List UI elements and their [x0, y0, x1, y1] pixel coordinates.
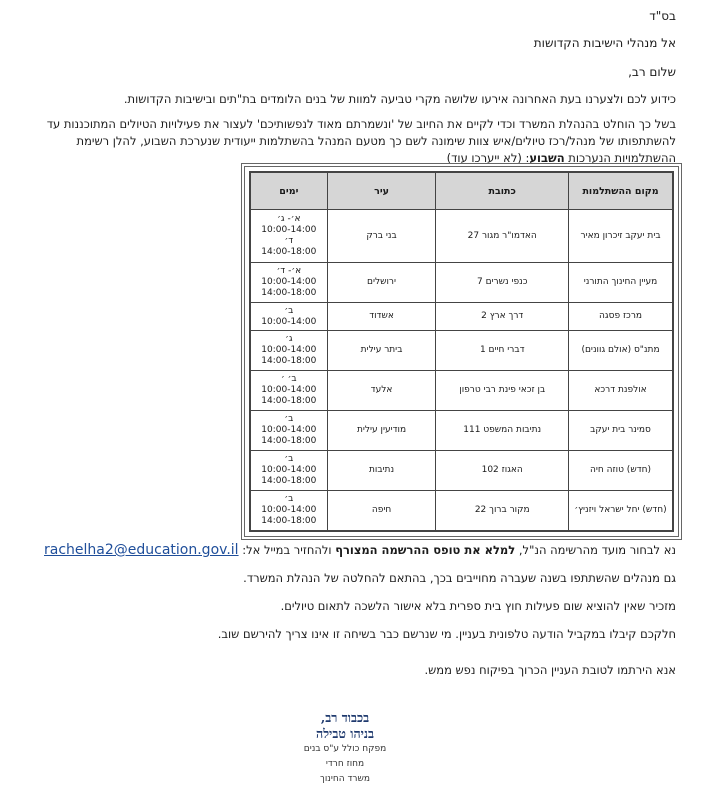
paragraph-intro: כידוע לכם ולצערנו בעת האחרונה אירעו שלושה מקרי טביעה למוות של בנים הלומדים בת"תים ובישיבות הקדושות.: [123, 92, 676, 106]
column-header-place: מקום ההשתלמות: [569, 172, 673, 210]
days-line: ב׳: [284, 454, 294, 464]
cell-city: אשדוד: [327, 303, 436, 331]
paragraph-last-year: גם מנהלים שהשתתפו בשנה שעברה מחוייבים בכך, בהתאם להחלטה של הנהלת המשרד.: [243, 571, 676, 585]
hours-line: 10:00-14:00: [261, 425, 317, 435]
paragraph-decision-text: בשל כך הוחלט בהנהלת המשרד וכדי לקיים את החיוב של 'ונשמרתם מאוד לנפשותיכם' לעצור את פעילויות הטיולים המתוכננות עד להשתתפותו של מנהל/רכז טיולים/איש צוות שימונה לשם כך מטעם המנהל בהשתלמות ייעודית שנערכת השבוע, להלן רשימת ההשתלמויות הנערכות: [46, 117, 676, 165]
cell-city: חיפה: [327, 491, 436, 531]
cell-place: בית יעקב זיכרון מאיר: [569, 210, 673, 263]
bsd-header: בס"ד: [649, 9, 676, 23]
hours-line: 10:00-14:00: [261, 465, 317, 475]
hours-line: 10:00-14:00: [261, 345, 317, 355]
hours-line: 10:00-14:00: [261, 504, 317, 515]
column-header-city: עיר: [327, 172, 436, 210]
cell-city: ביתר עילית: [327, 331, 436, 371]
signature-closing: בכבוד רב,: [320, 710, 370, 725]
registration-form-bold: למלא את טופס ההרשמה המצורף: [335, 543, 516, 557]
paragraph-closing-request: אנא הירתמו לטובת העניין הכרוך בפיקוח נפש ממש.: [424, 663, 676, 677]
hours-line: 14:00-18:00: [261, 288, 317, 298]
days-line: א׳- ד׳: [276, 266, 302, 276]
email-link[interactable]: rachelha2@education.gov.il: [44, 542, 239, 558]
cell-city: נתיבות: [327, 451, 436, 491]
greeting-line: שלום רב,: [628, 65, 676, 79]
hours-line: 14:00-18:00: [261, 396, 317, 406]
days-line: ב׳: [284, 493, 294, 504]
cell-address: מקור ברוך 22: [436, 491, 569, 531]
hours-line: 14:00-18:00: [261, 356, 317, 366]
hours-line: 14:00-18:00: [261, 436, 317, 446]
cell-address: דרך ארץ 2: [436, 303, 569, 331]
paragraph-decision-tail: : (לא ייערכו עוד): [446, 151, 530, 165]
column-header-address: כתובת: [436, 172, 569, 210]
signature-name: בניהו טבילה: [316, 726, 374, 741]
days-line: ב׳ ׳: [281, 374, 297, 384]
cell-address: דברי חיים 1: [436, 331, 569, 371]
cell-place: (חדש) טוזה חיה: [569, 451, 673, 491]
cell-place: (חדש) יחל ישראל ויזניץ׳: [569, 491, 673, 531]
cell-address: נתיבות המשפט 111: [436, 411, 569, 451]
cell-place: מעיין החינוך התורני: [569, 263, 673, 303]
days-line: ב׳: [284, 305, 294, 316]
recipient-line: אל מנהלי הישיבות הקדושות: [533, 36, 676, 50]
cell-city: מודיעין עילית: [327, 411, 436, 451]
signature-block: [290, 0, 400, 792]
hours-line: 14:00-18:00: [261, 476, 317, 486]
hours-line: 10:00-14:00: [261, 385, 317, 395]
days-line: ג׳: [285, 334, 293, 344]
cell-address: בן זכאי פינת רבי טרפון: [436, 371, 569, 411]
days-line: ב׳: [284, 414, 294, 424]
cell-place: מרכז פסגה: [569, 303, 673, 331]
hours-line: 10:00-14:00: [261, 225, 317, 235]
cell-place: סמינר בית יעקב: [569, 411, 673, 451]
cell-place: אולפנת דרכא: [569, 371, 673, 411]
cell-city: ירושלים: [327, 263, 436, 303]
days-line: א׳- ג׳: [277, 214, 301, 224]
cell-address: האדמו"ר מגור 27: [436, 210, 569, 263]
signature-ministry: משרד החינוך: [319, 774, 370, 784]
hours-line: 14:00-18:00: [261, 515, 317, 526]
cell-address: האגוז 102: [436, 451, 569, 491]
hours-line: 10:00-14:00: [261, 277, 317, 287]
cell-city: בני ברק: [327, 210, 436, 263]
signature-district: מחוז חרדי: [325, 759, 365, 769]
hours-line: 14:00-18:00: [261, 247, 317, 257]
column-header-days: ימים: [250, 172, 327, 210]
cell-city: אלעד: [327, 371, 436, 411]
days-line: ד׳: [284, 236, 294, 246]
cell-address: כנפי נשרים 7: [436, 263, 569, 303]
registration-text: נא לבחור מועד מהרשימה הנ"ל,: [515, 543, 676, 557]
registration-text-end: ולהחזיר במייל אל:: [238, 543, 336, 557]
signature-title: מפקח כולל ע"ס בנים: [303, 744, 387, 754]
hours-line: 10:00-14:00: [261, 316, 317, 327]
paragraph-reminder: מזכיר שאין להוציא שום פעילות חוץ בית ספרית בלא אישור הלשכה לתאום טיולים.: [280, 599, 676, 613]
this-week-underlined: השבוע: [529, 151, 565, 165]
paragraph-phone-notice: חלקכם קיבלו במקביל הודעה טלפונית בעניין. מי שנרשם כבר בשיחה זו אינו צריך להירשם שוב.: [217, 627, 676, 641]
cell-place: מתנ"ס (אולם גוונים): [569, 331, 673, 371]
